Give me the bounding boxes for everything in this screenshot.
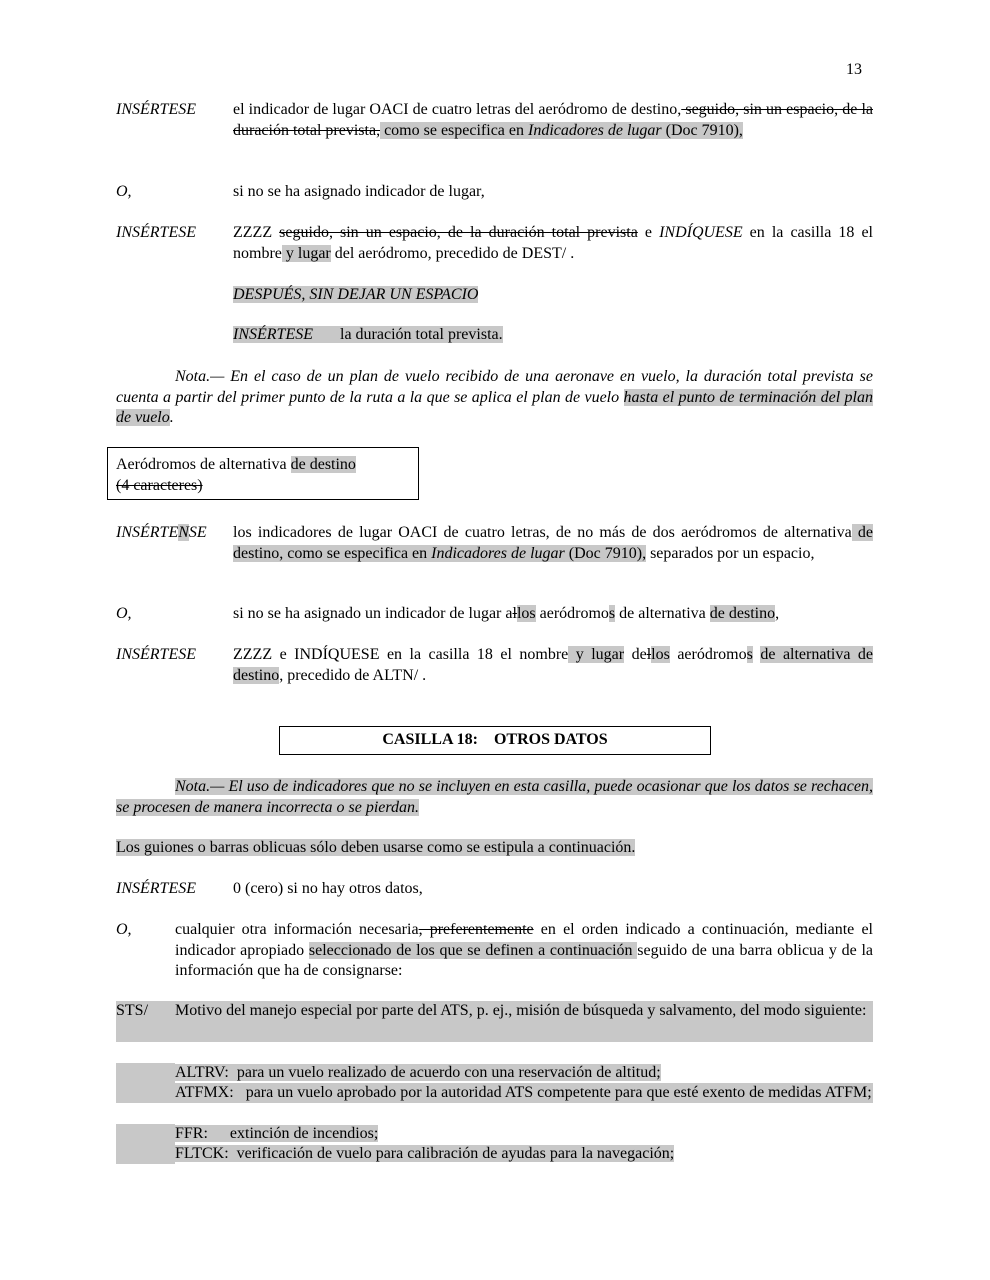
- label-insertese: INSÉRTESE: [116, 224, 196, 241]
- sec2-text: si no se ha asignado indicador de lugar,: [233, 183, 485, 200]
- despues-line: DESPUÉS, SIN DEJAR UN ESPACIO: [233, 286, 479, 303]
- sts-item-altrv: ALTRV: para un vuelo realizado de acuerdo con una reservación de altitud;: [175, 1064, 661, 1081]
- gutter-highlight: [116, 1063, 175, 1083]
- sec9-text: 0 (cero) si no hay otros datos,: [233, 880, 423, 897]
- nota-2: Nota.— El uso de indicadores que no se incluyen en esta casilla, puede ocasionar que los datos se rechacen, se procesen de manera incorrecta o se pierdan.: [116, 778, 873, 816]
- sec8-text: ZZZZ e INDÍQUESE en la casilla 18 el nombre y lugar dellos aeródromos de alternativa de destino, precedido de ALTN/ .: [233, 646, 874, 684]
- label-insertese: INSÉRTESE: [116, 880, 196, 897]
- sts-item-fltck: FLTCK: verificación de vuelo para calibración de ayudas para la navegación;: [175, 1145, 675, 1162]
- sts-item-ffr: FFR: extinción de incendios;: [175, 1125, 379, 1142]
- sts-text: Motivo del manejo especial por parte del ATS, p. ej., misión de búsqueda y salvamento, del modo siguiente:: [175, 1002, 867, 1019]
- label-insertense: INSÉRTENSE: [116, 524, 207, 541]
- page-number: 13: [846, 61, 862, 78]
- guiones-line: Los guiones o barras oblicuas sólo deben usarse como se estipula a continuación.: [116, 839, 636, 856]
- label-o: O,: [116, 183, 132, 200]
- sec6-text: los indicadores de lugar OACI de cuatro letras, de no más de dos aeródromos de alternativa de destino, como se especifica en Indicadores de lugar (Doc 7910), separados por un espacio,: [233, 524, 873, 562]
- label-insertese: INSÉRTESE: [116, 646, 196, 663]
- label-o: O,: [116, 605, 132, 622]
- box1-text: Aeródromos de alternativa de destino (4 caracteres): [116, 456, 356, 494]
- sec10-text: cualquier otra información necesaria, preferentemente en el orden indicado a continuación, mediante el indicador apropiado seleccionado de los que se definen a continuación seguido de una barra oblicua y de la información que ha de consignarse:: [175, 921, 874, 979]
- sts-item-atfmx: ATFMX: para un vuelo aprobado por la autoridad ATS competente para que esté exento de medidas ATFM;: [175, 1084, 872, 1101]
- gutter-highlight: [116, 1124, 175, 1164]
- sec7-text: si no se ha asignado un indicador de lugar allos aeródromos de alternativa de destino,: [233, 605, 780, 622]
- sec1-text: el indicador de lugar OACI de cuatro letras del aeródromo de destino, seguido, sin un espacio, de la duración total prevista, como se especifica en Indicadores de lugar (Doc 7910),: [233, 101, 873, 139]
- nota-1: Nota.— En el caso de un plan de vuelo recibido de una aeronave en vuelo, la duración total prevista se cuenta a partir del primer punto de la ruta a la que se aplica el plan de vuelo hasta el punto de terminación del plan de vuelo.: [116, 368, 873, 426]
- sec3-text: ZZZZ seguido, sin un espacio, de la duración total prevista e INDÍQUESE en la casilla 18 el nombre y lugar del aeródromo, precedido de DEST/ .: [233, 224, 873, 262]
- sts-label: STS/: [116, 1002, 149, 1019]
- label-o: O,: [116, 921, 132, 938]
- label-insertese: INSÉRTESE: [116, 101, 196, 118]
- casilla-18-title: CASILLA 18: OTROS DATOS: [382, 731, 608, 748]
- gutter-highlight: [116, 1083, 175, 1103]
- sec5-line: INSÉRTESE la duración total prevista.: [233, 326, 503, 343]
